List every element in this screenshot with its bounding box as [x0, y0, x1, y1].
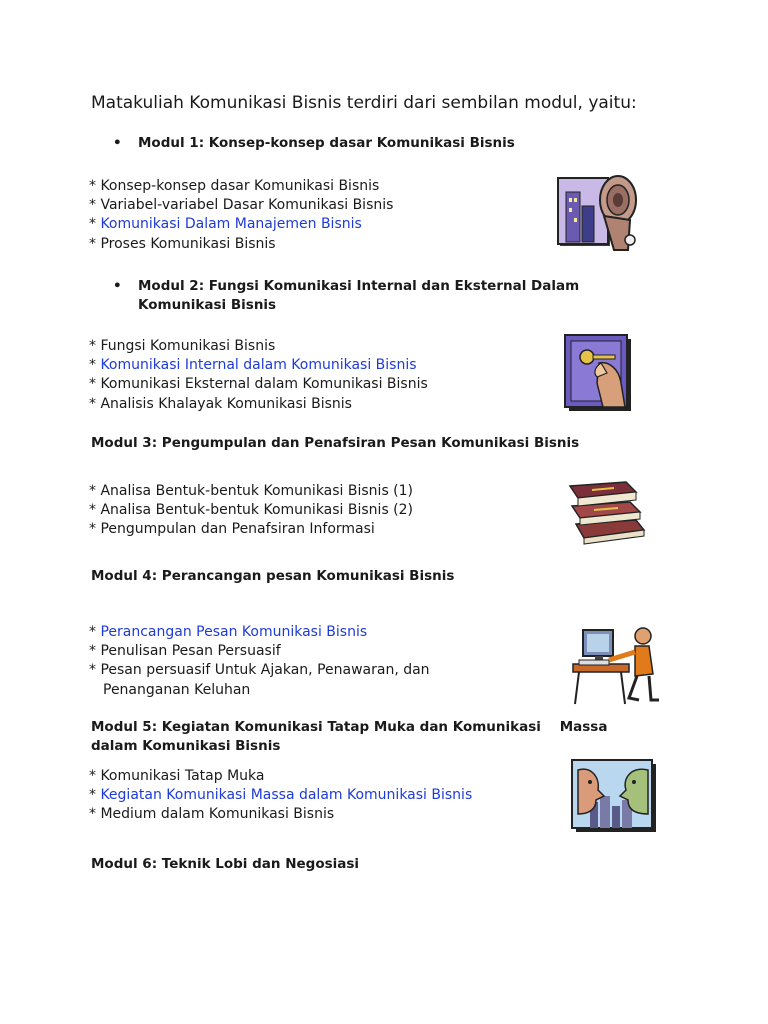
book-stack-clipart-icon — [566, 472, 650, 548]
module-5-heading: Modul 5: Kegiatan Komunikasi Tatap Muka dan Komunikasi Massa dalam Komunikasi Bisnis — [91, 719, 613, 754]
list-item: * Analisa Bentuk-bentuk Komunikasi Bisnis (2) — [89, 502, 414, 519]
list-item: * Fungsi Komunikasi Bisnis — [89, 338, 276, 354]
list-item-continuation: Penanganan Keluhan — [103, 681, 251, 698]
module-2-title: Modul 2: Fungsi Komunikasi Internal dan Eksternal Dalam Komunikasi Bisnis — [138, 278, 580, 313]
key-in-door-clipart-icon — [563, 333, 635, 413]
link-kegiatan-komunikasi-massa[interactable]: Kegiatan Komunikasi Massa dalam Komunikasi Bisnis — [100, 787, 473, 804]
link-komunikasi-dalam-manajemen-bisnis[interactable]: Komunikasi Dalam Manajemen Bisnis — [100, 216, 362, 233]
module-3-list — [89, 482, 413, 540]
bullet-icon: • — [113, 278, 122, 294]
link-komunikasi-internal[interactable]: Komunikasi Internal dalam Komunikasi Bisnis — [100, 357, 417, 374]
list-item: * Variabel-variabel Dasar Komunikasi Bisnis — [89, 197, 394, 214]
list-item: * Proses Komunikasi Bisnis — [89, 235, 276, 252]
module-3-heading: Modul 3: Pengumpulan dan Penafsiran Pesan Komunikasi Bisnis — [91, 435, 580, 451]
list-item-link[interactable]: * Perancangan Pesan Komunikasi Bisnis — [89, 624, 368, 640]
module-4-heading: Modul 4: Perancangan pesan Komunikasi Bisnis — [91, 568, 455, 584]
list-item: * Analisis Khalayak Komunikasi Bisnis — [89, 395, 352, 412]
person-at-computer-clipart-icon — [569, 624, 659, 708]
list-item: * Pengumpulan dan Penafsiran Informasi — [89, 521, 375, 538]
module-1-title: Modul 1: Konsep-konsep dasar Komunikasi Bisnis — [138, 135, 515, 151]
list-item-link[interactable]: * Komunikasi Dalam Manajemen Bisnis — [89, 216, 362, 233]
intro-heading: Matakuliah Komunikasi Bisnis terdiri dari sembilan modul, yaitu: — [91, 93, 637, 113]
list-item: * Konsep-konsep dasar Komunikasi Bisnis — [89, 178, 380, 194]
module-6-heading: Modul 6: Teknik Lobi dan Negosiasi — [91, 856, 360, 872]
list-item: * Penulisan Pesan Persuasif — [89, 643, 281, 660]
list-item: * Komunikasi Eksternal dalam Komunikasi Bisnis — [89, 376, 428, 393]
list-item: * Pesan persuasif Untuk Ajakan, Penawaran, dan — [89, 662, 430, 679]
speaker-city-clipart-icon — [556, 170, 644, 258]
module-4-list — [89, 623, 430, 700]
bullet-icon: • — [113, 135, 122, 151]
list-item-link[interactable]: * Komunikasi Internal dalam Komunikasi Bisnis — [89, 357, 417, 374]
module-1-list — [89, 177, 393, 254]
module-2-list — [89, 337, 428, 414]
two-faces-talking-clipart-icon — [570, 758, 658, 834]
list-item: * Medium dalam Komunikasi Bisnis — [89, 806, 335, 823]
list-item: * Analisa Bentuk-bentuk Komunikasi Bisnis (1) — [89, 483, 414, 499]
list-item-link[interactable]: * Kegiatan Komunikasi Massa dalam Komunikasi Bisnis — [89, 787, 473, 804]
link-perancangan-pesan[interactable]: Perancangan Pesan Komunikasi Bisnis — [100, 624, 368, 640]
module-5-list — [89, 767, 472, 825]
list-item: * Komunikasi Tatap Muka — [89, 768, 265, 784]
